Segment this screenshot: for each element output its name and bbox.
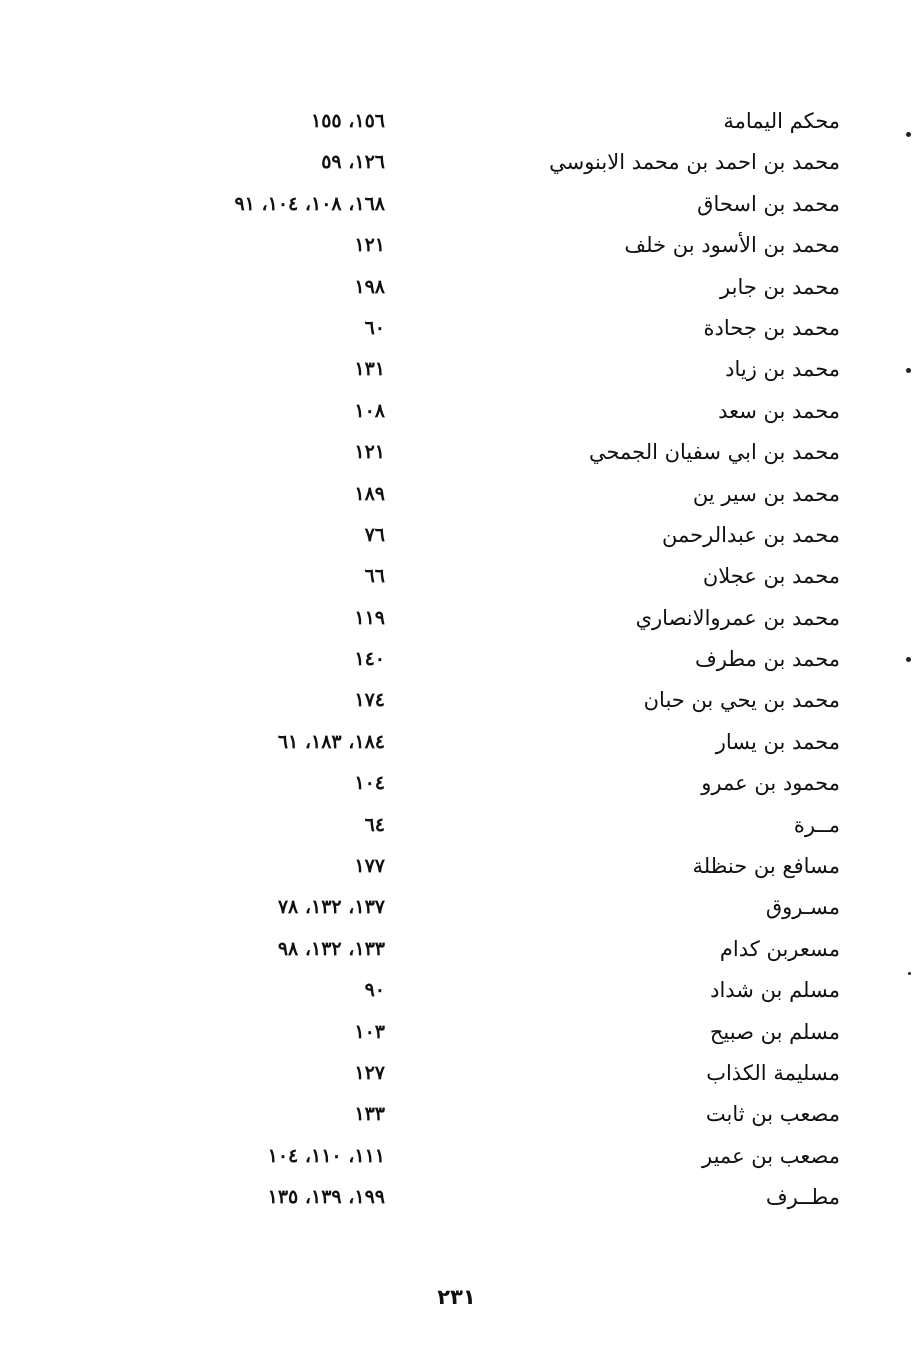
- index-entry: [150, 763, 840, 804]
- index-entry: [150, 929, 840, 970]
- entry-pages: ٦٤: [364, 813, 385, 836]
- entry-name: محمد بن يسار: [715, 729, 840, 754]
- entry-pages: ١٣١: [354, 358, 385, 381]
- entry-name: محمد بن سير ين: [692, 481, 840, 506]
- entry-pages: ١٦٨، ١٠٨، ١٠٤، ٩١: [234, 192, 385, 215]
- entry-name: مسليمة الكذاب: [706, 1060, 840, 1085]
- entry-name: محمد بن يحي بن حبان: [643, 688, 840, 713]
- index-entry: [150, 1094, 840, 1135]
- index-entry: [150, 970, 840, 1011]
- index-entry: [150, 639, 840, 680]
- entry-name: محمد بن جحادة: [703, 315, 840, 340]
- entry-name: مصعب بن ثابت: [705, 1102, 840, 1127]
- index-entry: [150, 142, 840, 183]
- entry-pages: ٦٦: [364, 565, 385, 588]
- entry-name: محمد بن عمروالانصاري: [635, 605, 840, 630]
- index-entry: [150, 184, 840, 225]
- entry-name: محمد بن احمد بن محمد الابنوسي: [549, 150, 840, 175]
- index-entry: [150, 1012, 840, 1053]
- index-entry: [150, 846, 840, 887]
- entry-pages: ١٠٤: [354, 772, 385, 795]
- entry-pages: ١٠٣: [354, 1020, 385, 1043]
- index-entry: [150, 101, 840, 142]
- entry-name: محكم اليمامة: [723, 109, 840, 133]
- index-entry: [150, 556, 840, 597]
- index-entry: [150, 1177, 840, 1218]
- index-entry: [150, 432, 840, 473]
- entry-name: مسلم بن شداد: [710, 978, 840, 1003]
- entry-name: محمد بن عجلان: [702, 564, 840, 589]
- margin-mark: [906, 132, 911, 137]
- margin-mark: [908, 972, 911, 975]
- entry-name: مسلم بن صبيح: [709, 1019, 840, 1044]
- entry-pages: ١٧٤: [354, 689, 385, 712]
- page-number: ٢٣١: [437, 1285, 476, 1309]
- entry-pages: ١٩٨: [354, 275, 385, 298]
- entry-pages: ١٨٤، ١٨٣، ٦١: [277, 730, 385, 753]
- entry-pages: ١٣٣: [354, 1103, 385, 1126]
- entry-name: محمد بن سعد: [718, 398, 840, 423]
- entry-name: محمد بن زياد: [725, 357, 840, 382]
- entry-pages: ١٠٨: [354, 399, 385, 422]
- entry-pages: ١٢٧: [354, 1061, 385, 1084]
- entry-pages: ١٣٧، ١٣٢، ٧٨: [277, 896, 385, 919]
- margin-mark: [906, 657, 911, 662]
- entry-name: محمود بن عمرو: [701, 771, 840, 796]
- entry-pages: ١١٩: [354, 606, 385, 629]
- index-entry: [150, 515, 840, 556]
- entry-pages: ١٧٧: [354, 855, 385, 878]
- entry-name: محمد بن ابي سفيان الجمحي: [588, 440, 840, 465]
- entry-pages: ١٢٦، ٥٩: [321, 151, 385, 174]
- entry-name: مصعب بن عمير: [702, 1143, 840, 1168]
- entry-name: محمد بن الأسود بن خلف: [624, 233, 840, 258]
- entry-name: مطــرف: [765, 1185, 840, 1210]
- index-entry: [150, 308, 840, 349]
- index-entry: [150, 349, 840, 390]
- entry-pages: ٩٠: [364, 979, 385, 1002]
- entry-name: محمد بن جابر: [720, 274, 840, 299]
- index-entry: [150, 887, 840, 928]
- index-entry: [150, 598, 840, 639]
- index-entry: [150, 267, 840, 308]
- entry-name: مسافع بن حنظلة: [692, 854, 840, 879]
- index-entry: [150, 391, 840, 432]
- name-index-list: [150, 101, 840, 1219]
- index-entry: [150, 1053, 840, 1094]
- index-entry: [150, 1136, 840, 1177]
- entry-name: محمد بن مطرف: [695, 647, 840, 672]
- entry-pages: ١٢١: [354, 234, 385, 257]
- entry-name: مــرة: [793, 812, 840, 837]
- entry-pages: ١٥٦، ١٥٥: [311, 110, 385, 132]
- index-entry: [150, 225, 840, 266]
- index-entry: [150, 680, 840, 721]
- entry-pages: ١٢١: [354, 441, 385, 464]
- entry-name: مسـروق: [765, 895, 840, 920]
- entry-name: محمد بن اسحاق: [697, 191, 840, 216]
- entry-pages: ١٤٠: [354, 648, 385, 671]
- margin-mark: [906, 368, 911, 373]
- entry-pages: ١٣٣، ١٣٢، ٩٨: [277, 937, 385, 960]
- entry-pages: ١١١، ١١٠، ١٠٤: [267, 1144, 385, 1167]
- entry-name: محمد بن عبدالرحمن: [662, 522, 840, 547]
- entry-pages: ٦٠: [364, 316, 385, 339]
- entry-pages: ٧٦: [364, 523, 385, 546]
- index-entry: [150, 722, 840, 763]
- entry-pages: ١٨٩: [354, 482, 385, 505]
- entry-name: مسعربن كدام: [719, 936, 840, 961]
- entry-pages: ١٩٩، ١٣٩، ١٣٥: [267, 1186, 385, 1209]
- index-entry: [150, 805, 840, 846]
- index-entry: [150, 474, 840, 515]
